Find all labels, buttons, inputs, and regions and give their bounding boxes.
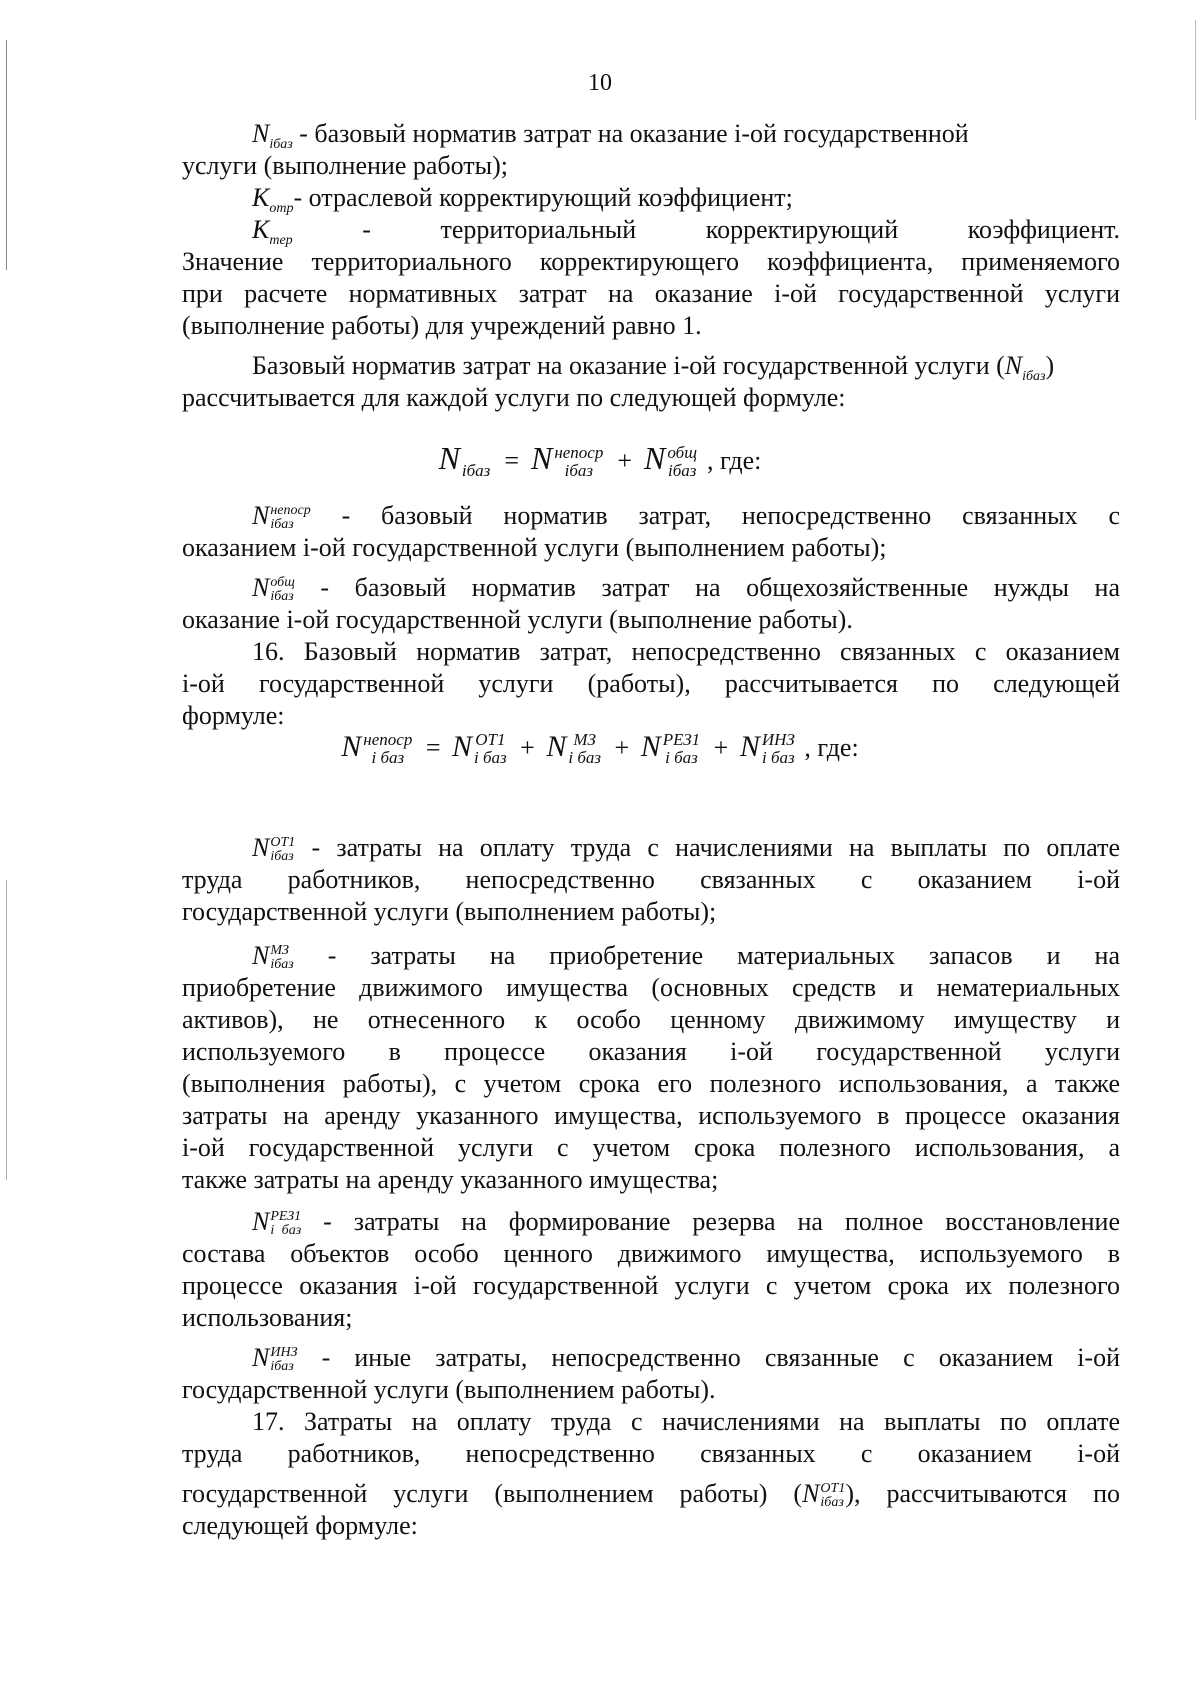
symbol-k-otr: $K_{отр}$ <box>252 183 294 217</box>
definition-n-mz: N МЗ iбаз - затраты на приобретение материальных запасов и на <box>252 941 1121 973</box>
symbol-n-ot1: N ОТ1 iбаз <box>252 833 296 865</box>
definitions-block-3: N ОТ1 iбаз - затраты на оплату труда с начислениями на выплаты по оплате труда работников, непосредственно связанных с оказанием i-ой государственной услуги (выполнением работы); N МЗ iбаз - затраты на приобретение материальных запасов и на приобретение движимого имущества (основных средств и нематериальных активов), не отнесенного к особо ценному движимому имуществу и используемого в процессе оказания i-ой государственной услуги (выполнения работы), с учетом срока его полезного использования, а также затраты на аренду указанного имущества, используемого в процессе оказания i-ой государственной услуги с учетом срока полезного использования, а также затраты на аренду указанного имущества; N РЕЗ1 i баз - затраты на формирование резерва на полное восстановление состава объектов особо ценного движимого имущества, используемого в процессе оказания i-ой государственной услуги с учетом срока их полезного использования; N ИНЗ iбаз - иные затраты, непосредственно связанные с оказанием i-ой государственной услуги (выполнением работы). 17. Затраты на оплату труда с начислениями на выплаты по оплате труда работников, непосредственно связанных с оказанием i-ой государственной услуги (выполнением работы) (N ОТ1 iбаз ), рассчитываются по следующей формуле: <box>182 833 1121 1540</box>
definition-k-ter: $K_{тер}$ - территориальный корректирующий коэффициент. <box>182 214 1120 246</box>
symbol-n-ibaz: $N_{iбаз}$ <box>252 119 293 153</box>
definitions-block-2: N непоср iбаз - базовый норматив затрат, непосредственно связанных с оказанием i-ой государственной услуги (выполнением работы); N общ iбаз - базовый норматив затрат на общехозяйственные нужды на оказание i-ой государственной услуги (выполнение работы). 16. Базовый норматив затрат, непосредственно связанных с оказанием i-ой государственной услуги (работы), рассчитывается по следующей формуле: <box>182 501 1121 730</box>
definition-n-obsh: N общ iбаз - базовый норматив затрат на общехозяйственные нужды на <box>252 573 1120 605</box>
symbol-n-mz: N МЗ iбаз <box>252 941 294 973</box>
definitions-block-1: $N_{iбаз}$ - базовый норматив затрат на оказание i-ой государственной услуги (выполнение работы); $K_{отр}-$ отраслевой корректирующий коэффициент; $K_{тер}$ - территориальный корректирующий коэффициент. Значение территориального корректирующего коэффициента, применяемого при расчете нормативных затрат на оказание i-ой государственной услуги (выполнение работы) для учреждений равно 1. <box>182 119 1121 340</box>
symbol-k-ter: $K_{тер}$ <box>252 215 293 249</box>
formula-direct-costs: N непоср i баз = N ОТ1 i баз + N МЗ i баз + N РЕЗ1 i баз + N ИНЗ i баз , где: <box>341 730 859 768</box>
symbol-n-inz: N ИНЗ iбаз <box>252 1343 298 1375</box>
definition-n-rez1: N РЕЗ1 i баз - затраты на формирование резерва на полное восстановление <box>252 1207 1121 1239</box>
definition-n-neposr: N непоср iбаз - базовый норматив затрат, непосредственно связанных с <box>252 501 1121 533</box>
symbol-n-ibaz: $N_{iбаз}$ <box>1004 351 1046 385</box>
definition-k-otr: $K_{отр}-$ отраслевой корректирующий коэффициент; <box>182 182 1120 214</box>
page-number: 10 <box>588 70 612 96</box>
symbol-n-ot1: N ОТ1 iбаз <box>802 1479 846 1511</box>
symbol-n-rez1: N РЕЗ1 i баз <box>252 1207 302 1239</box>
symbol-n-neposr: N непоср iбаз <box>252 501 311 533</box>
definition-n-ot1: N ОТ1 iбаз - затраты на оплату труда с начислениями на выплаты по оплате <box>252 833 1120 865</box>
formula-base-normative: N iбаз = N непоср iбаз + N общ iбаз , где: <box>438 440 762 480</box>
definition-n-inz: N ИНЗ iбаз - иные затраты, непосредственно связанные с оказанием i-ой <box>252 1343 1121 1375</box>
definition-n-ibaz: $N_{iбаз}$ - базовый норматив затрат на оказание i-ой государственной <box>182 118 1120 150</box>
scan-edge-mark <box>6 880 7 1180</box>
symbol-n-obsh: N общ iбаз <box>252 573 295 605</box>
paragraph-base-normative: Базовый норматив затрат на оказание i-ой государственной услуги $(N_{iбаз})$ рассчитывается для каждой услуги по следующей формуле: <box>182 351 1055 412</box>
